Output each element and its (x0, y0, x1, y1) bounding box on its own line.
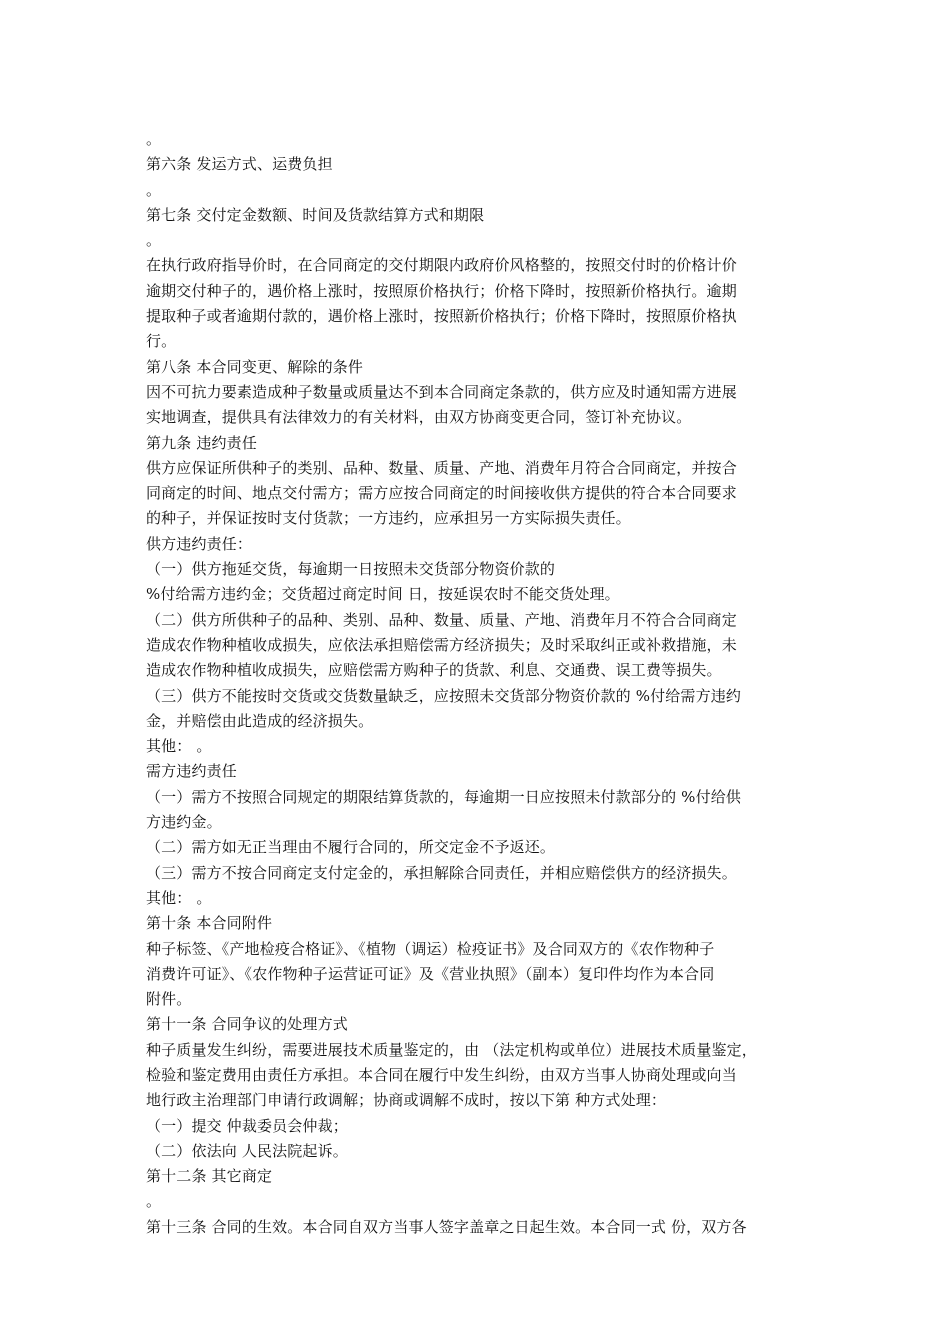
text-line: 。 (146, 180, 162, 199)
section-heading: 第十条 本合同附件 (146, 914, 273, 933)
text-line: 其他： 。 (146, 888, 212, 907)
text-line: （一）提交 仲裁委员会仲裁； (146, 1116, 348, 1135)
text-line: %付给需方违约金；交货超过商定时间 日，按延误农时不能交货处理。 (146, 585, 620, 604)
text-line: 种子标签、《产地检疫合格证》、《植物（调运）检疫证书》及合同双方的《农作物种子 (146, 939, 715, 958)
text-line: 附件。 (146, 990, 192, 1009)
text-line: 。 (146, 130, 162, 148)
text-line: （二）供方所供种子的品种、类别、品种、数量、质量、产地、消费年月不符合合同商定 (146, 610, 737, 629)
text-line: 造成农作物种植收成损失，应赔偿需方购种子的货款、利息、交通费、误工费等损失。 (146, 661, 722, 680)
document-body (146, 127, 816, 1240)
text-line: 其他： 。 (146, 737, 212, 756)
text-line: 供方应保证所供种子的类别、品种、数量、质量、产地、消费年月符合合同商定，并按合 (146, 458, 737, 477)
section-heading: 第十三条 合同的生效。本合同自双方当事人签字盖章之日起生效。本合同一式 份，双方各 (146, 1217, 747, 1236)
text-line: 逾期交付种子的，遇价格上涨时，按照原价格执行；价格下降时，按照新价格执行。逾期 (146, 281, 737, 300)
text-line: （二）需方如无正当理由不履行合同的，所交定金不予返还。 (146, 838, 556, 857)
text-line: （一）需方不按照合同规定的期限结算货款的，每逾期一日应按照未付款部分的 %付给供 (146, 787, 742, 806)
text-line: 。 (146, 1192, 162, 1211)
text-line: 在执行政府指导价时，在合同商定的交付期限内政府价风格整的，按照交付时的价格计价 (146, 256, 737, 275)
subheading: 需方违约责任 (146, 762, 237, 781)
text-line: （二）依法向 人民法院起诉。 (146, 1141, 348, 1160)
text-line: 地行政主治理部门申请行政调解；协商或调解不成时，按以下第 种方式处理： (146, 1091, 667, 1110)
text-line: 行。 (146, 332, 177, 351)
text-line: 。 (146, 231, 162, 250)
section-heading: 第七条 交付定金数额、时间及货款结算方式和期限 (146, 205, 485, 224)
section-heading: 第十二条 其它商定 (146, 1167, 273, 1186)
text-line: 金，并赔偿由此造成的经济损失。 (146, 711, 374, 730)
text-line: 实地调查，提供具有法律效力的有关材料，由双方协商变更合同，签订补充协议。 (146, 408, 692, 427)
text-line: 的种子，并保证按时支付货款；一方违约，应承担另一方实际损失责任。 (146, 509, 631, 528)
section-heading: 第十一条 合同争议的处理方式 (146, 1015, 348, 1034)
text-line: （一）供方拖延交货，每逾期一日按照未交货部分物资价款的 (146, 560, 556, 579)
text-line: 造成农作物种植收成损失，应依法承担赔偿需方经济损失；及时采取纠正或补救措施，未 (146, 635, 737, 654)
text-line: 方违约金。 (146, 813, 222, 832)
text-line: 消费许可证》、《农作物种子运营证可证》及《营业执照》（副本）复印件均作为本合同 (146, 964, 715, 983)
section-heading: 第六条 发运方式、运费负担 (146, 155, 333, 174)
text-line: （三）需方不按合同商定支付定金的，承担解除合同责任，并相应赔偿供方的经济损失。 (146, 863, 737, 882)
text-line: 种子质量发生纠纷，需要进展技术质量鉴定的，由 （法定机构或单位）进展技术质量鉴定， (146, 1040, 757, 1059)
text-line: 提取种子或者逾期付款的，遇价格上涨时，按照新价格执行；价格下降时，按照原价格执 (146, 307, 737, 326)
text-line: 检验和鉴定费用由责任方承担。本合同在履行中发生纠纷，由双方当事人协商处理或向当 (146, 1065, 737, 1084)
section-heading: 第八条 本合同变更、解除的条件 (146, 357, 364, 376)
text-line: 同商定的时间、地点交付需方；需方应按合同商定的时间接收供方提供的符合本合同要求 (146, 484, 737, 503)
text-line: （三）供方不能按时交货或交货数量缺乏，应按照未交货部分物资价款的 %付给需方违约 (146, 686, 742, 705)
section-heading: 第九条 违约责任 (146, 433, 257, 452)
subheading: 供方违约责任： (146, 534, 253, 553)
text-line: 因不可抗力要素造成种子数量或质量达不到本合同商定条款的，供方应及时通知需方进展 (146, 382, 737, 401)
